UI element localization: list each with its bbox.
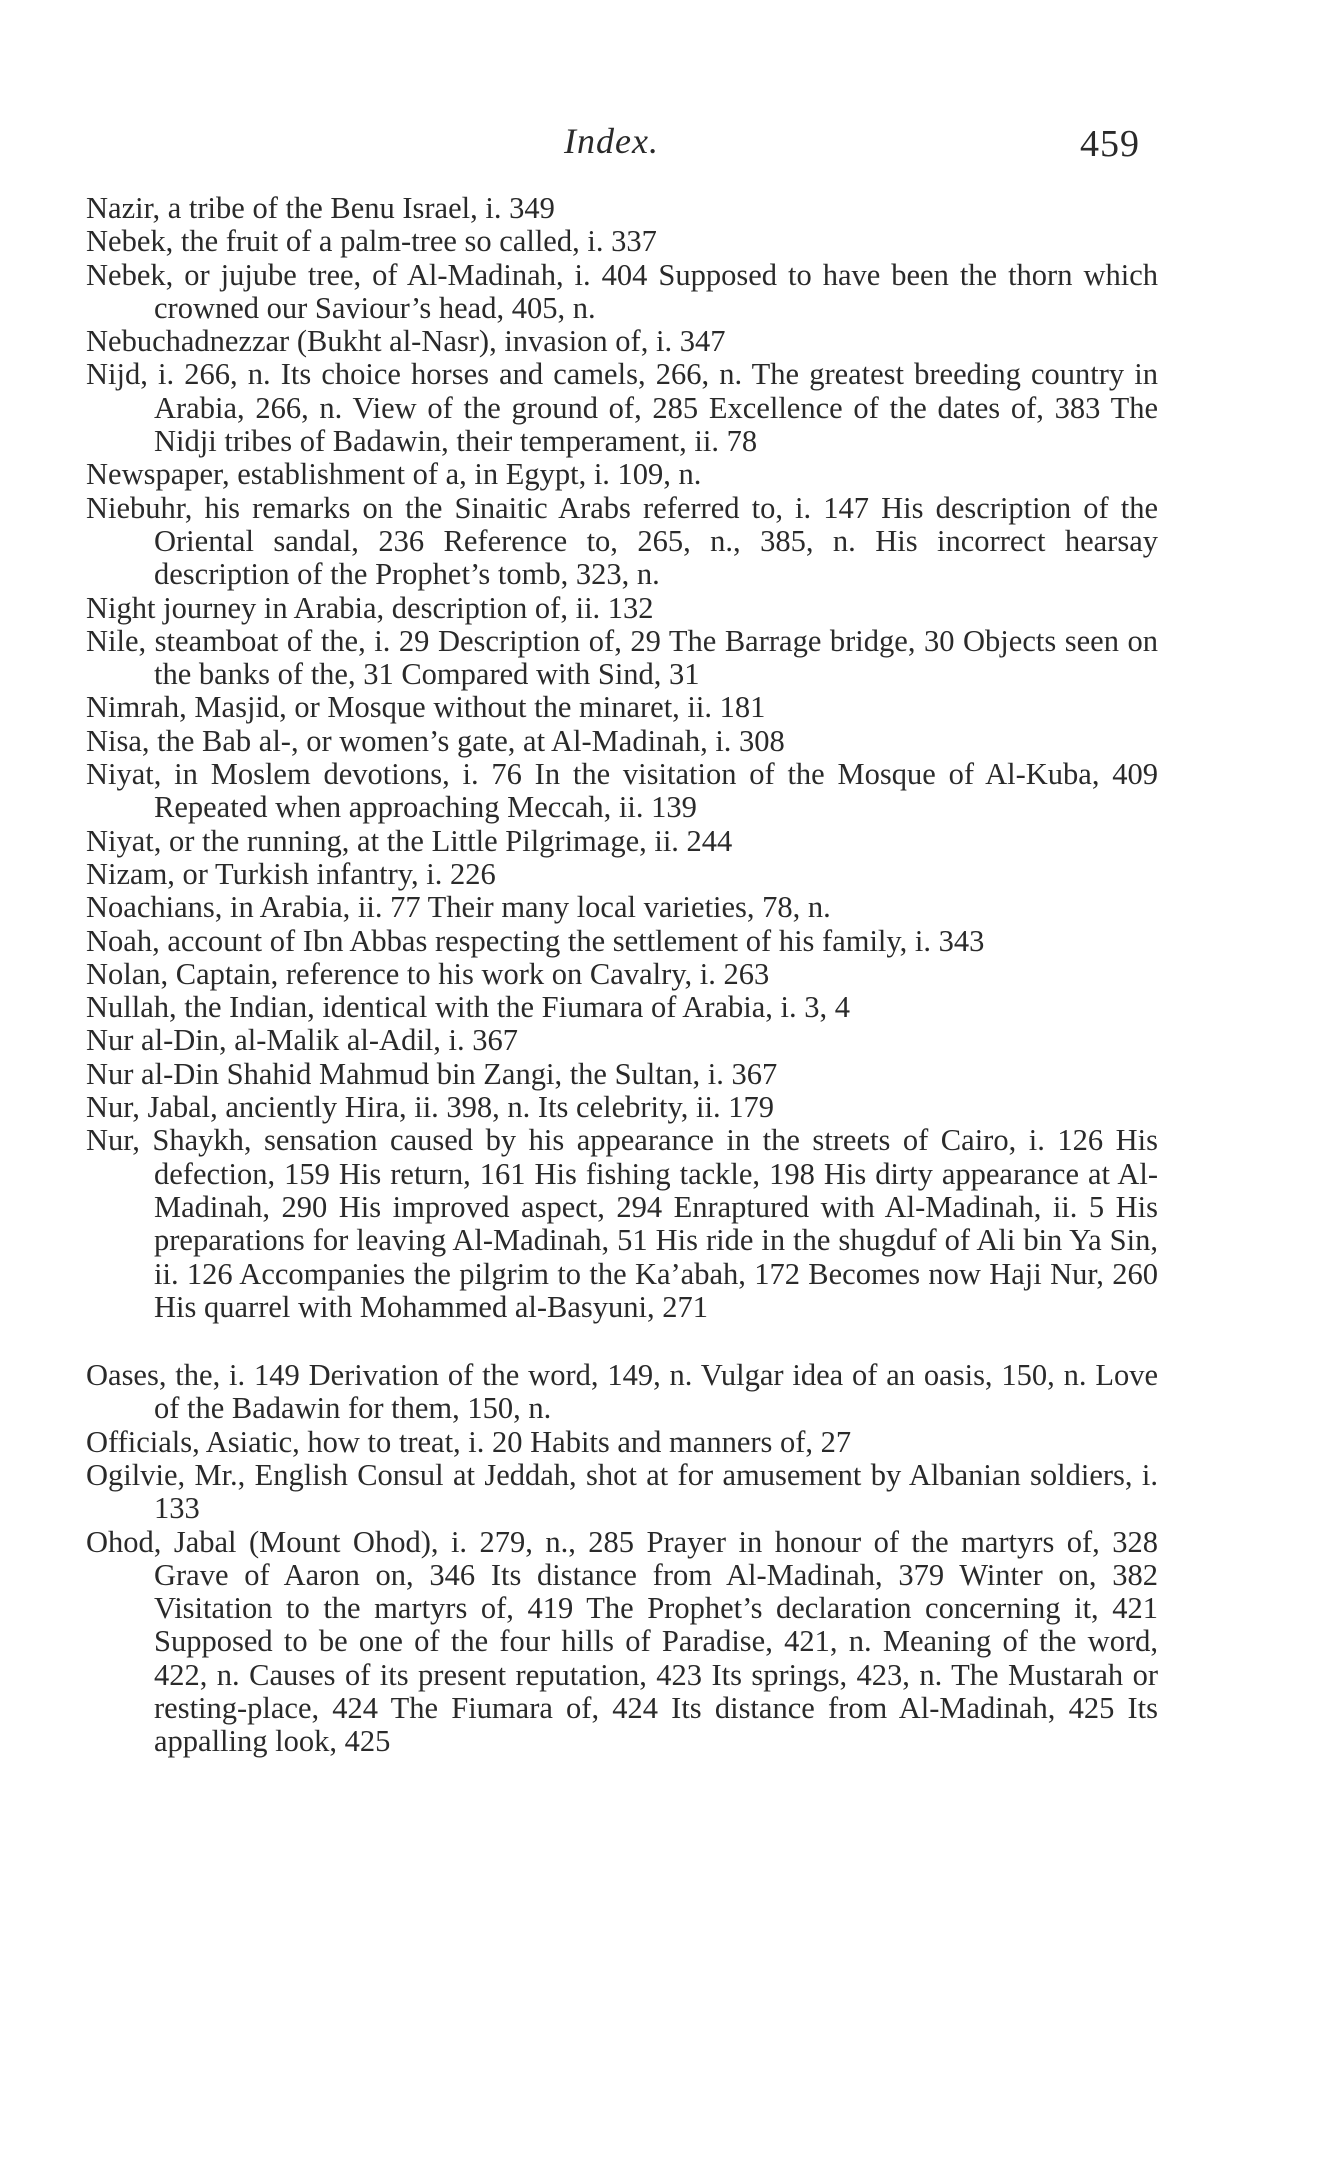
- index-entry-niyat-devotions: Niyat, in Moslem devotions, i. 76 In the visitation of the Mosque of Al-Kuba, 409 Repeated when approaching Meccah, ii. 139: [86, 757, 1158, 825]
- index-entry-niyat-running: Niyat, or the running, at the Little Pilgrimage, ii. 244: [86, 823, 733, 858]
- index-entry-nijd: Nijd, i. 266, n. Its choice horses and camels, 266, n. The greatest breeding country in Arabia, 266, n. View of the ground of, 285 Excellence of the dates of, 383 The Nidji tribes of Badawin, their temperament, ii. 78: [86, 357, 1158, 459]
- index-entry-oases: Oases, the, i. 149 Derivation of the word, 149, n. Vulgar idea of an oasis, 150, n. Love of the Badawin for them, 150, n.: [86, 1358, 1158, 1426]
- index-entry-nisa: Nisa, the Bab al-, or women’s gate, at Al-Madinah, i. 308: [86, 723, 785, 758]
- index-entry-noah: Noah, account of Ibn Abbas respecting the settlement of his family, i. 343: [86, 923, 985, 958]
- index-entry-nimrah: Nimrah, Masjid, or Mosque without the minaret, ii. 181: [86, 690, 766, 725]
- index-entry-nebek-fruit: Nebek, the fruit of a palm-tree so called, i. 337: [86, 224, 657, 259]
- index-entry-niebuhr: Niebuhr, his remarks on the Sinaitic Arabs referred to, i. 147 His description of the Oriental sandal, 236 Reference to, 265, n., 385, n. His incorrect hearsay description of the Prophet’s tomb, 323, n.: [86, 490, 1158, 592]
- index-entry-officials: Officials, Asiatic, how to treat, i. 20 Habits and manners of, 27: [86, 1424, 852, 1459]
- index-entry-nolan: Nolan, Captain, reference to his work on Cavalry, i. 263: [86, 956, 770, 991]
- index-entry-nile: Nile, steamboat of the, i. 29 Description of, 29 The Barrage bridge, 30 Objects seen on the banks of the, 31 Compared with Sind, 31: [86, 623, 1158, 692]
- running-head: [0, 112, 1333, 165]
- index-entry-nebek-tree: Nebek, or jujube tree, of Al-Madinah, i. 404 Supposed to have been the thorn which crowned our Saviour’s head, 405, n.: [86, 257, 1158, 325]
- index-entry-ogilvie: Ogilvie, Mr., English Consul at Jeddah, shot at for amusement by Albanian soldiers, i. 133: [86, 1457, 1158, 1526]
- index-entry-newspaper: Newspaper, establishment of a, in Egypt, i. 109, n.: [86, 457, 702, 492]
- index-entry-nazir: Nazir, a tribe of the Benu Israel, i. 349: [86, 191, 555, 225]
- index-entries: [86, 192, 1158, 1759]
- index-entry-nur-shaykh: Nur, Shaykh, sensation caused by his appearance in the streets of Cairo, i. 126 His defection, 159 His return, 161 His fishing tackle, 198 His dirty appearance at Al-Madinah, 290 His improved aspect, 294 Enraptured with Al-Madinah, ii. 5 His preparations for leaving Al-Madinah, 51 His ride in the shugduf of Ali bin Ya Sin, ii. 126 Accompanies the pilgrim to the Ka’abah, 172 Becomes now Haji Nur, 260 His quarrel with Mohammed al-Basyuni, 271: [86, 1123, 1158, 1324]
- index-entry-nur-al-din-adil: Nur al-Din, al-Malik al-Adil, i. 367: [86, 1023, 518, 1058]
- index-entry-nebuchadnezzar: Nebuchadnezzar (Bukht al-Nasr), invasion of, i. 347: [86, 324, 726, 359]
- running-head-title: Index.: [564, 121, 659, 161]
- page-number: 459: [1080, 123, 1140, 165]
- index-entry-night-journey: Night journey in Arabia, description of, ii. 132: [86, 590, 654, 625]
- index-entry-nur-al-din-shahid: Nur al-Din Shahid Mahmud bin Zangi, the Sultan, i. 367: [86, 1056, 778, 1091]
- index-entry-nur-jabal: Nur, Jabal, anciently Hira, ii. 398, n. Its celebrity, ii. 179: [86, 1090, 774, 1125]
- index-entry-noachians: Noachians, in Arabia, ii. 77 Their many local varieties, 78, n.: [86, 890, 831, 925]
- index-entry-nullah: Nullah, the Indian, identical with the Fiumara of Arabia, i. 3, 4: [86, 990, 851, 1025]
- index-entry-ohod: Ohod, Jabal (Mount Ohod), i. 279, n., 285 Prayer in honour of the martyrs of, 328 Grave of Aaron on, 346 Its distance from Al-Madinah, 379 Winter on, 382 Visitation to the martyrs of, 419 The Prophet’s declaration concerning it, 421 Supposed to be one of the four hills of Paradise, 421, n. Meaning of the word, 422, n. Causes of its present reputation, 423 Its springs, 423, n. The Mustarah or resting-place, 424 The Fiumara of, 424 Its distance from Al-Madinah, 425 Its appalling look, 425: [86, 1524, 1158, 1759]
- index-entry-nizam: Nizam, or Turkish infantry, i. 226: [86, 856, 496, 891]
